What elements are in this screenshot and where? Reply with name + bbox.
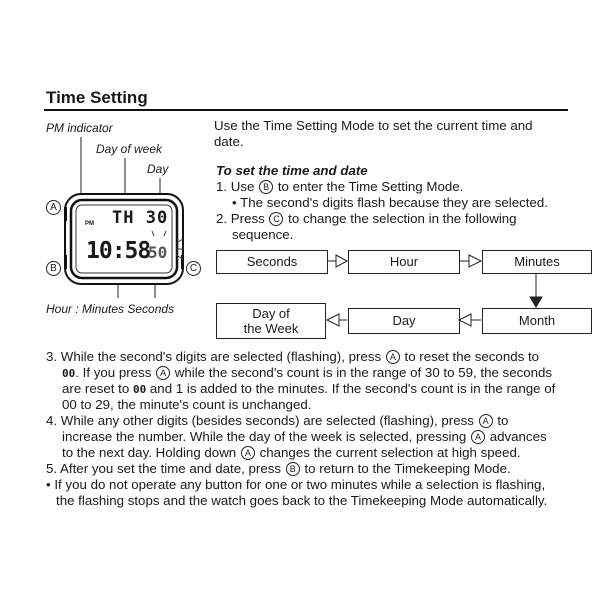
button-c-icon: C bbox=[269, 212, 283, 226]
hour-minutes-seconds-label: Hour : Minutes Seconds bbox=[46, 302, 175, 316]
button-b-label: B bbox=[46, 261, 61, 276]
button-a-icon: A bbox=[471, 430, 485, 444]
page-title: Time Setting bbox=[46, 88, 148, 107]
button-a-icon: A bbox=[386, 350, 400, 364]
button-b-icon: B bbox=[286, 462, 300, 476]
button-c-label: C bbox=[186, 261, 201, 276]
step-2-line-2: sequence. bbox=[232, 227, 294, 242]
paragraph-6-line-1: • If you do not operate any button for one or two minutes while a selection is flashing, bbox=[46, 477, 546, 492]
paragraph-5: 5. After you set the time and date, press B to return to the Timekeeping Mode. bbox=[46, 461, 511, 476]
watch-day-display: TH 30 bbox=[112, 208, 169, 228]
paragraph-6-line-2: the flashing stops and the watch goes back to the Timekeeping Mode automatically. bbox=[56, 493, 548, 508]
intro-line-1: Use the Time Setting Mode to set the current time and bbox=[214, 118, 533, 133]
subheading: To set the time and date bbox=[216, 163, 368, 178]
paragraph-3-line-3: are reset to 00 and 1 is added to the minutes. If the second's count is in the range of bbox=[62, 381, 556, 396]
paragraph-4-line-3: to the next day. Holding down A changes the current selection at high speed. bbox=[62, 445, 521, 460]
button-a-icon: A bbox=[156, 366, 170, 380]
paragraph-3-line-4: 00 to 29, the minute's count is unchanged. bbox=[62, 397, 312, 412]
sequence-day: Day bbox=[348, 308, 460, 334]
pm-indicator-display: PM bbox=[85, 221, 94, 227]
button-b-icon: B bbox=[259, 180, 273, 194]
sequence-hour: Hour bbox=[348, 250, 460, 274]
sequence-month: Month bbox=[482, 308, 592, 334]
sequence-day-of-week: Day of the Week bbox=[216, 303, 326, 339]
button-a-icon: A bbox=[241, 446, 255, 460]
paragraph-4-line-2: increase the number. While the day of the week is selected, pressing A advances bbox=[62, 429, 547, 444]
paragraph-4-line-1: 4. While any other digits (besides seconds) are selected (flashing), press A to bbox=[46, 413, 509, 428]
step-1: 1. Use B to enter the Time Setting Mode. bbox=[216, 179, 464, 194]
paragraph-3-line-1: 3. While the second's digits are selected (flashing), press A to reset the seconds to bbox=[46, 349, 540, 364]
sequence-minutes: Minutes bbox=[482, 250, 592, 274]
sequence-seconds: Seconds bbox=[216, 250, 328, 274]
step-2: 2. Press C to change the selection in the following bbox=[216, 211, 517, 226]
paragraph-3-line-2: 00. If you press A while the second's count is in the range of 30 to 59, the seconds bbox=[62, 365, 553, 380]
button-a-label: A bbox=[46, 200, 61, 215]
step-1-note: • The second's digits flash because they are selected. bbox=[232, 195, 548, 210]
watch-time-display: 10:58 bbox=[86, 238, 151, 264]
pm-indicator-label: PM indicator bbox=[46, 121, 113, 135]
intro-line-2: date. bbox=[214, 134, 244, 149]
watch-seconds-display: 50 bbox=[148, 243, 168, 262]
day-label: Day bbox=[147, 162, 169, 176]
day-of-week-label: Day of week bbox=[96, 142, 163, 156]
button-a-icon: A bbox=[479, 414, 493, 428]
